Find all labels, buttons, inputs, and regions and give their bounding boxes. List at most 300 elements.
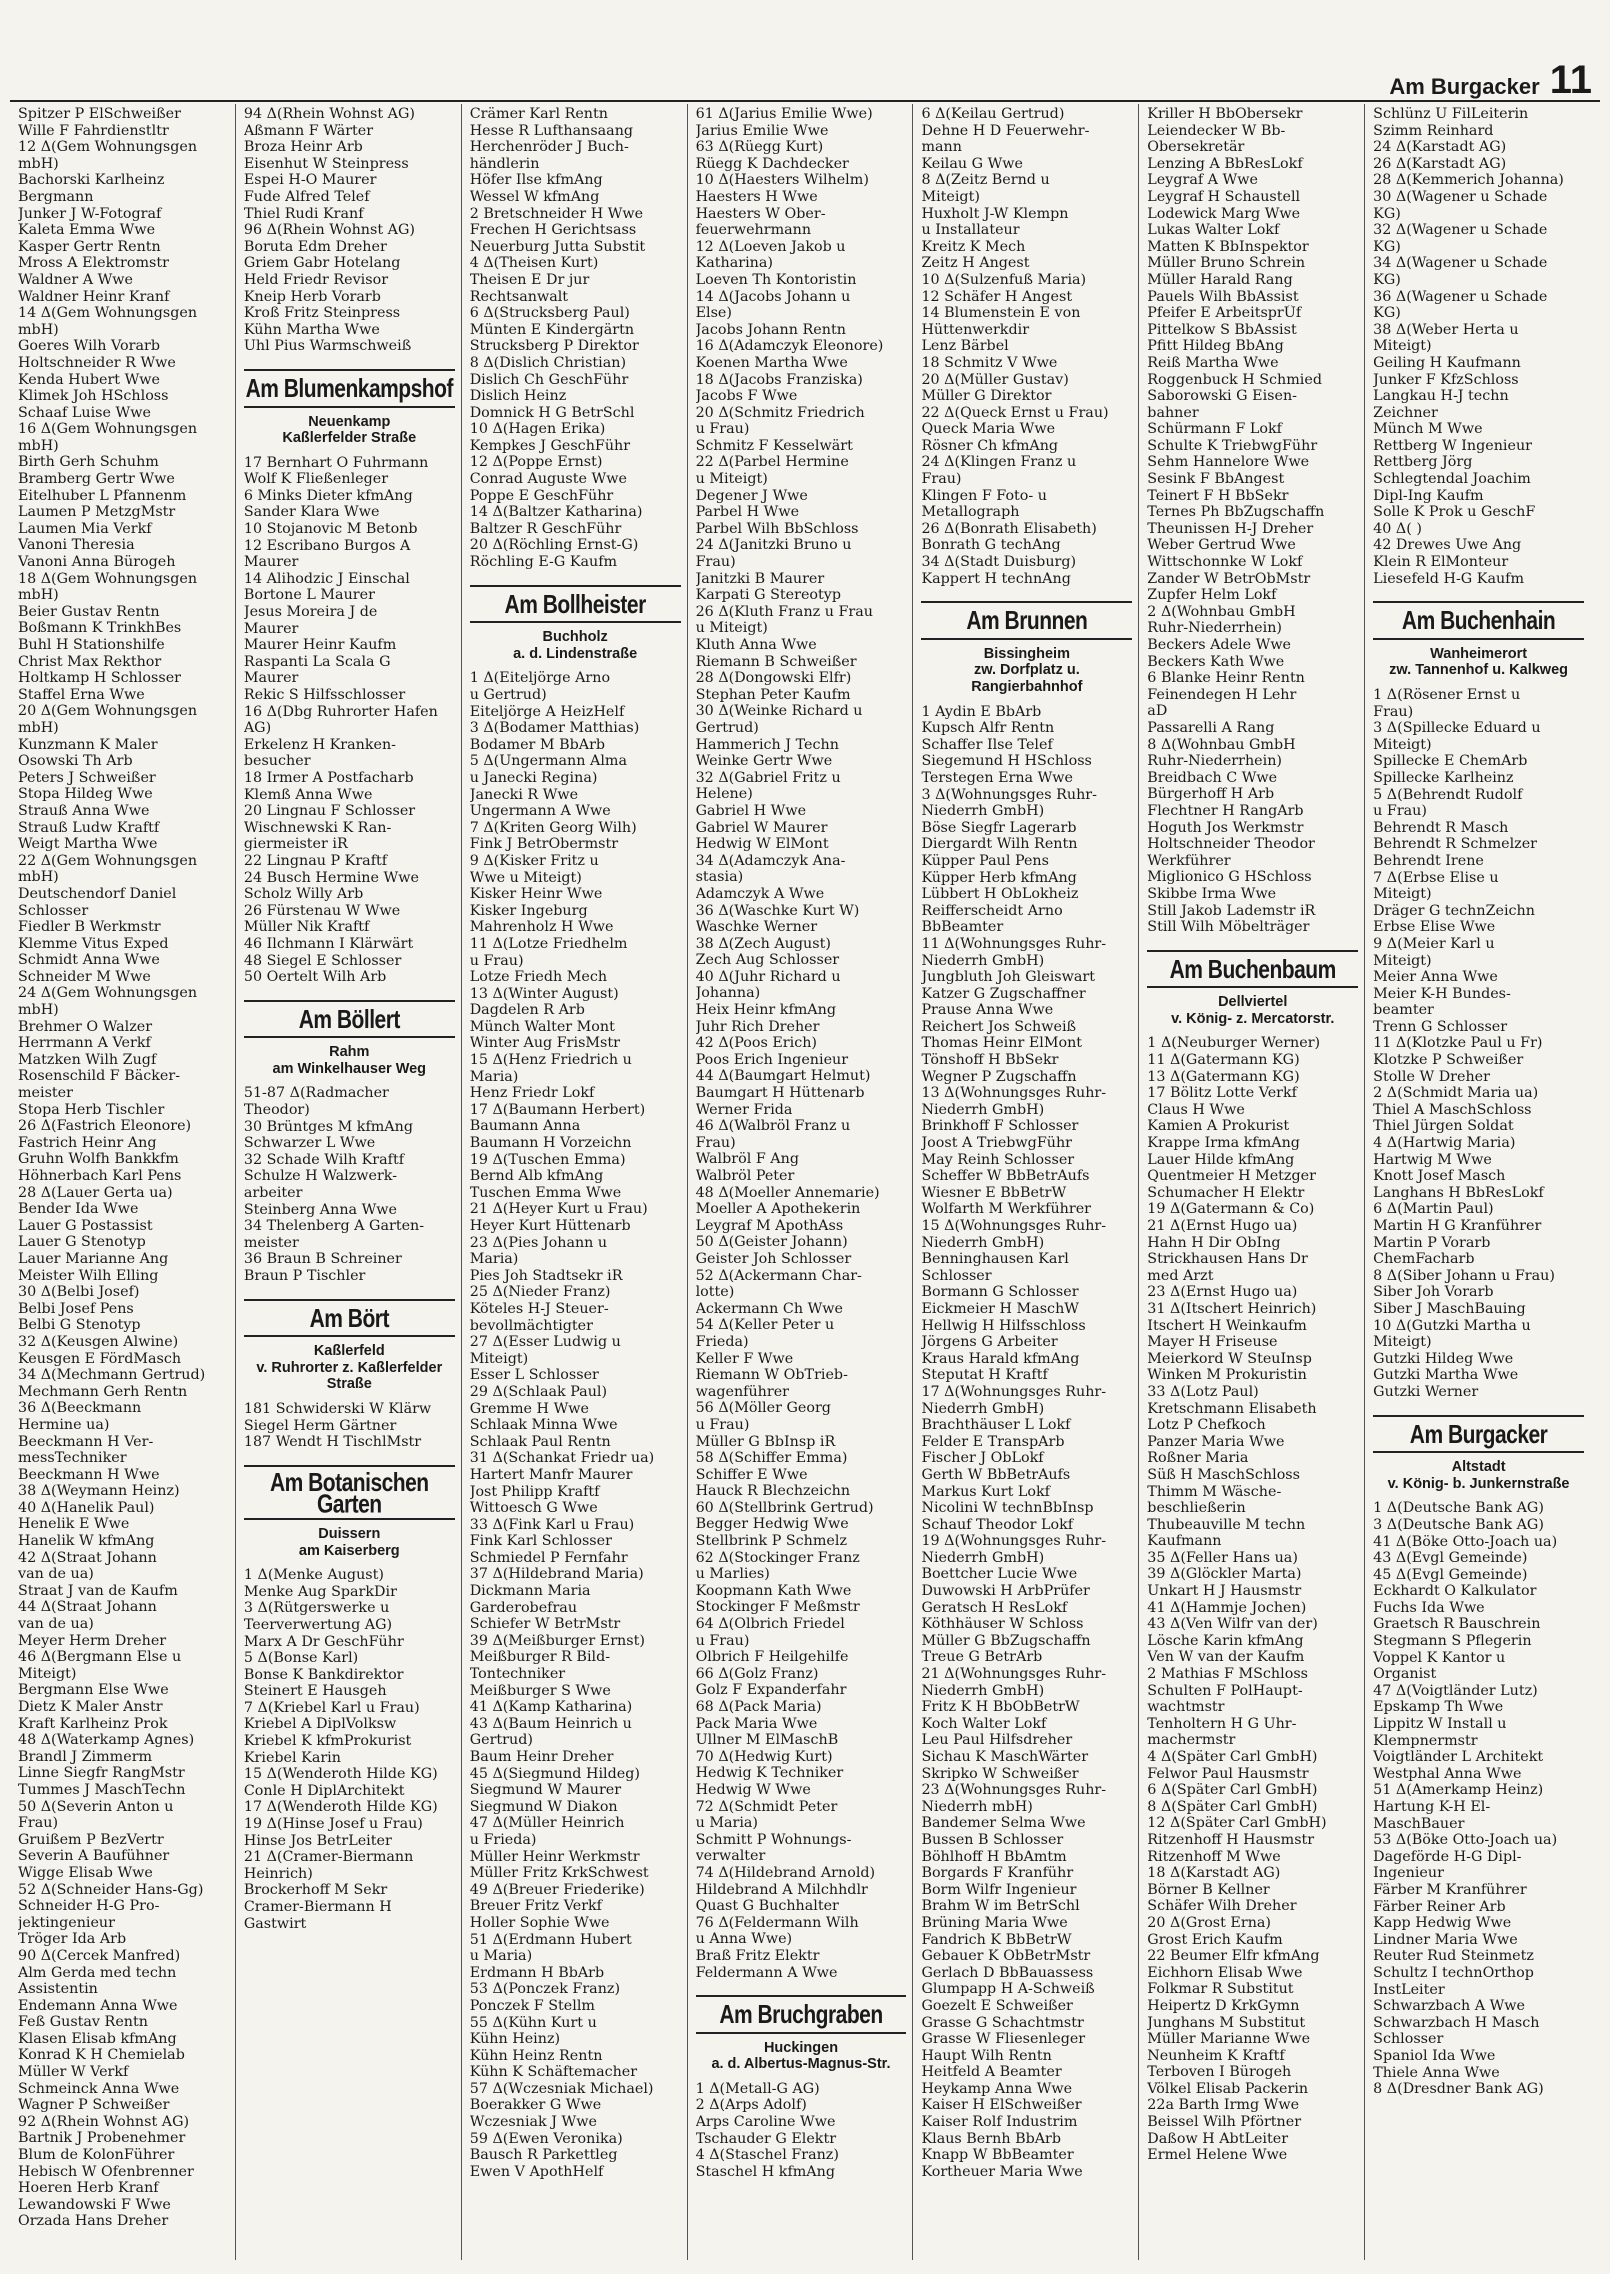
entry-line: Hermine ua) [18, 1416, 110, 1433]
entry-line: Kaiser H ElSchweißer [921, 2097, 1082, 2114]
entry-line: Köthhäuser W Schloss [921, 1616, 1084, 1633]
entry-line: Flechtner H RangArb [1147, 802, 1304, 819]
entry-line: Epskamp Th Wwe [1373, 1699, 1504, 1716]
entry-line: Itschert H Weinkaufm [1147, 1317, 1307, 1334]
entry-line: 18 Schmitz V Wwe [921, 354, 1058, 371]
entry-line: Dehne H D Feuerwehr- [921, 122, 1090, 139]
entry-line: Stopa Hildeg Wwe [18, 786, 153, 803]
entry-line: Gutzki Hildeg Wwe [1373, 1350, 1514, 1367]
entry-line: Breuer Fritz Verkf [469, 1898, 602, 1915]
entry-line: Siber J MaschBauing [1373, 1300, 1526, 1317]
entry-line: 17 Δ(Wenderoth Hilde KG) [243, 1799, 438, 1816]
entry-line: 10 Δ(Haesters Wilhelm) [695, 172, 869, 189]
entry-line: Mechmann Gerh Rentn [18, 1383, 188, 1400]
entry-line: Wegner P Zugschaffn [921, 1068, 1077, 1085]
entry-line: 21 Δ(Ernst Hugo ua) [1147, 1218, 1298, 1234]
entry-line: Dislich Heinz [469, 388, 567, 405]
entry-line: Miteigt) [1373, 736, 1432, 753]
entry-line: 41 Δ(Kamp Katharina) [469, 1699, 633, 1716]
street-section-header [1147, 950, 1358, 1028]
entry-line: messTechniker [18, 1450, 127, 1467]
entry-line: Kühn Martha Wwe [243, 321, 380, 338]
entry-line: Theodor) [243, 1102, 310, 1119]
entry-line: 44 Δ(Straat Johann [18, 1599, 157, 1616]
column-3 [462, 104, 688, 2260]
entry-line: Jost Philipp Kraftf [469, 1483, 600, 1500]
entry-line: Schäfer Wilh Dreher [1147, 1898, 1297, 1915]
entry-line: Ingenieur [1373, 1865, 1444, 1882]
entry-line: Westphal Anna Wwe [1373, 1765, 1522, 1782]
entry-line: 1 Δ(Neuburger Werner) [1147, 1035, 1321, 1052]
entry-line: Martin H G Kranführer [1373, 1218, 1542, 1234]
entry-line: Brockerhoff M Sekr [243, 1882, 388, 1899]
entry-line: 55 Δ(Kühn Kurt u [469, 2014, 597, 2031]
entry-line: Wagner P Schweißer [18, 2097, 170, 2114]
entry-line: stasia) [695, 869, 744, 886]
street-location: a. d. Albertus-Magnus-Str. [711, 2056, 891, 2073]
entry-line: 1 Δ(Rösener Ernst u [1373, 687, 1521, 703]
entry-line: 22a Barth Irmg Wwe [1147, 2097, 1300, 2114]
district-name: Wanheimerort [1373, 638, 1584, 663]
entry-line: Thomas Heinr ElMont [921, 1035, 1083, 1052]
entry-line: 6 Δ(Martin Paul) [1373, 1201, 1494, 1218]
entry-line: Kriebel K kfmProkurist [243, 1733, 412, 1750]
entry-line: 33 Δ(Fink Karl u Frau) [469, 1516, 635, 1533]
entry-line: Terboven I Bürogeh [1147, 2064, 1292, 2081]
entry-line: 24 Δ(Gem Wohnungsgen [18, 985, 198, 1002]
entry-line: Fuchs Ida Wwe [1373, 1599, 1485, 1616]
entry-line: Ermel Helene Wwe [1147, 2147, 1288, 2164]
entry-line: 54 Δ(Keller Peter u [695, 1317, 835, 1334]
entry-line: 6 Δ(Später Carl GmbH) [1147, 1782, 1318, 1799]
entry-line: Schauf Theodor Lokf [921, 1516, 1074, 1533]
entry-line: Strauß Ludw Kraftf [18, 819, 160, 836]
entry-line: u Janecki Regina) [469, 769, 598, 786]
entry-line: Dräger G technZeichn [1373, 902, 1535, 919]
entry-line: 3 Δ(Rütgerswerke u [243, 1600, 390, 1617]
entry-line: Herchenröder J Buch- [469, 139, 629, 156]
street-location: zw. Dorfplatz u. Rangierbahnhof [971, 662, 1083, 695]
entry-line: Schlosser [921, 1267, 992, 1284]
entry-line: Hebisch W Ofenbrenner [18, 2163, 194, 2180]
entry-line: Lösche Karin kfmAng [1147, 1632, 1304, 1649]
entry-line: u Frau) [695, 421, 750, 438]
entry-line: Goezelt E Schweißer [921, 1997, 1073, 2014]
entry-line: Schürmann F Lokf [1147, 421, 1282, 438]
entry-line: Keilau G Wwe [921, 155, 1023, 172]
entry-line: feuerwehrmann [695, 222, 812, 239]
entry-line: 14 Δ(Baltzer Katharina) [469, 504, 643, 521]
entry-line: 20 Δ(Röchling Ernst-G) [469, 537, 639, 554]
entry-line: Hinse Jos BetrLeiter [243, 1832, 392, 1849]
district-name: Buchholz [470, 621, 681, 646]
entry-line: Maurer [243, 620, 299, 637]
entry-line: Siber Joh Vorarb [1373, 1284, 1494, 1301]
entry-line: Gerlach D BbBauassess [921, 1964, 1094, 1981]
entry-line: 13 Δ(Gatermann KG) [1147, 1068, 1300, 1085]
entry-line: 14 Δ(Jacobs Johann u [695, 288, 851, 305]
entry-line: Sesink F BbAngest [1147, 471, 1285, 488]
entry-line: 5 Δ(Behrendt Rudolf [1373, 786, 1523, 803]
entry-line: 50 Δ(Geister Johann) [695, 1234, 848, 1251]
entry-line: mbH) [18, 587, 59, 604]
entry-line: Maurer [243, 554, 299, 571]
entry-line: Schlegtendal Joachim [1373, 471, 1531, 488]
entry-line: Straat J van de Kaufm [18, 1582, 178, 1599]
entry-line: 42 Δ(Poos Erich) [695, 1035, 817, 1052]
entry-line: Dagdelen R Arb [469, 1002, 585, 1019]
entry-line: Schaffer Ilse Telef [921, 736, 1053, 753]
entry-line: 41 Δ(Hammje Jochen) [1147, 1599, 1307, 1616]
entry-line: Frau) [921, 471, 962, 488]
entry-line: Parbel Wilh BbSchloss [695, 520, 859, 537]
entry-line: 40 Δ( ) [1373, 520, 1422, 537]
directory-columns [10, 104, 1590, 2260]
entry-line: 43 Δ(Evgl Gemeinde) [1373, 1550, 1528, 1567]
entry-line: Müller Heinr Werkmstr [469, 1848, 640, 1865]
entry-line: Eichhorn Elisab Wwe [1147, 1964, 1303, 1981]
entry-line: Dislich Ch GeschFühr [469, 371, 629, 388]
street-location: Kaßlerfelder Straße [282, 430, 417, 447]
entry-line: 2 Δ(Schmidt Maria ua) [1373, 1085, 1539, 1102]
entry-line: u Frau) [1373, 803, 1427, 820]
entry-line: Eckhardt O Kalkulator [1373, 1583, 1537, 1600]
entry-line: KG) [1373, 305, 1401, 322]
entry-line: Knapp W BbBeamter [921, 2147, 1074, 2164]
entry-line: Leygraf A Wwe [1147, 172, 1258, 189]
entry-line: Tummes J MaschTechn [18, 1781, 186, 1798]
entry-line: Hellwig H Hilfsschloss [921, 1317, 1086, 1334]
entry-line: Ternes Ph BbZugschaffn [1147, 504, 1325, 521]
entry-line: Saborowski G Eisen- [1147, 388, 1297, 405]
entry-line: 11 Δ(Wohnungsges Ruhr- [921, 935, 1107, 952]
entry-line: Brüning Maria Wwe [921, 1914, 1068, 1931]
entry-line: Schumacher H Elektr [1147, 1184, 1305, 1201]
entry-line: Geratsch H ResLokf [921, 1599, 1068, 1616]
entry-line: 1 Aydin E BbArb [921, 703, 1042, 720]
entry-line: 12 Schäfer H Angest [921, 288, 1073, 305]
entry-line: 4 Δ(Staschel Franz) [695, 2147, 839, 2164]
entry-line: Gutzki Werner [1373, 1383, 1479, 1400]
entry-line: Kriebel Karin [243, 1749, 341, 1766]
entry-line: Miteigt) [1373, 952, 1432, 969]
entry-line: Maurer [243, 670, 299, 687]
entry-line: 15 Δ(Wenderoth Hilde KG) [243, 1766, 438, 1783]
entry-line: Breidbach C Wwe [1147, 769, 1278, 786]
entry-line: Ullner M ElMaschB [695, 1732, 839, 1749]
entry-line: 51-87 Δ(Radmacher [243, 1085, 389, 1102]
entry-line: 38 Δ(Weber Herta u [1373, 321, 1519, 338]
entry-line: arbeiter [243, 1185, 303, 1202]
entry-line: 21 Δ(Wohnungsges Ruhr- [921, 1666, 1107, 1683]
entry-line: KG) [1373, 205, 1401, 222]
entry-line: Glumpapp H A-Schweiß [921, 1981, 1095, 1998]
entry-line: Siegmund W Maurer [469, 1782, 622, 1799]
entry-line: ChemFacharb [1373, 1251, 1475, 1268]
entry-line: Lübbert H ObLokheiz [921, 886, 1079, 903]
entry-line: Kupsch Alfr Rentn [921, 720, 1055, 737]
entry-line: Schmidt Anna Wwe [18, 952, 160, 969]
entry-line: 25 Δ(Nieder Franz) [469, 1284, 611, 1301]
entry-line: Klemme Vitus Exped [18, 935, 169, 952]
entry-line: 38 Δ(Zech August) [695, 935, 831, 952]
entry-line: 12 Δ(Poppe Ernst) [469, 454, 603, 471]
entry-line: 94 Δ(Rhein Wohnst AG) [243, 106, 415, 122]
entry-line: 92 Δ(Rhein Wohnst AG) [18, 2113, 190, 2130]
entry-line: Jacobs F Wwe [695, 388, 798, 405]
entry-line: Behrendt Irene [1373, 852, 1484, 869]
entry-line: Boruta Edm Dreher [243, 238, 387, 255]
district-name: Bissingheim [921, 638, 1132, 663]
entry-line: 24 Δ(Karstadt AG) [1373, 139, 1507, 156]
entry-line: Martin P Vorarb [1373, 1234, 1491, 1251]
entry-line: 51 Δ(Erdmann Hubert [469, 1931, 632, 1948]
entry-line: 42 Drewes Uwe Ang [1373, 537, 1522, 554]
entry-line: Schmeinck Anna Wwe [18, 2080, 180, 2097]
entry-line: Klotzke P Schweißer [1373, 1052, 1524, 1069]
entry-line: Jesus Moreira J de [243, 604, 378, 621]
entry-line: Belbi Josef Pens [18, 1300, 134, 1317]
entry-line: Queck Maria Wwe [921, 421, 1056, 438]
entry-line: Cramer-Biermann H [243, 1899, 392, 1915]
entry-line: Meißburger R Bild- [469, 1649, 611, 1666]
district-name: Dellviertel [1147, 986, 1358, 1011]
entry-line: Maria) [469, 1068, 519, 1085]
entry-line: 20 Δ(Schmitz Friedrich [695, 404, 865, 421]
entry-line: Hartwig M Wwe [1373, 1151, 1492, 1168]
entry-line: Boettcher Lucie Wwe [921, 1566, 1078, 1583]
entry-line: 51 Δ(Amerkamp Heinz) [1373, 1782, 1544, 1799]
entry-line: 10 Δ(Gutzki Martha u [1373, 1317, 1531, 1334]
entry-line: Haesters H Wwe [695, 188, 818, 205]
entry-line: 12 Δ(Loeven Jakob u [695, 238, 846, 255]
entry-line: Rosenschild F Bäcker- [18, 1068, 181, 1085]
entry-line: Kühn K Schäftemacher [469, 2064, 638, 2081]
entry-line: 12 Δ(Gem Wohnungsgen [18, 139, 198, 156]
entry-line: Gertrud) [695, 719, 759, 736]
entry-line: 26 Δ(Kluth Franz u Frau [695, 603, 873, 620]
entry-line: Kunzmann K Maler [18, 736, 158, 753]
entry-line: Brinkhoff F Schlosser [921, 1118, 1079, 1135]
entry-line: 22 Lingnau P Kraftf [243, 852, 388, 869]
street-name: Am Brunnen [966, 606, 1088, 636]
entry-line: 20 Δ(Grost Erna) [1147, 1914, 1272, 1931]
entry-line: Birth Gerh Schuhm [18, 454, 159, 471]
entry-line: Lotze Friedh Mech [469, 969, 608, 986]
entry-line: Gabriel W Maurer [695, 819, 828, 836]
entry-line: Terstegen Erna Wwe [921, 769, 1074, 786]
entry-line: Metallograph [921, 504, 1020, 521]
entry-line: Fritz K H BbObBetrW [921, 1699, 1080, 1716]
entry-line: Färber Reiner Arb [1373, 1898, 1506, 1915]
entry-line: 17 Bernhart O Fuhrmann [243, 454, 429, 471]
entry-line: Markus Kurt Lokf [921, 1483, 1050, 1500]
entry-line: Ruhr-Niederrhein) [1147, 753, 1282, 770]
entry-line: Niederrh GmbH) [921, 952, 1045, 969]
entry-line: Müller Harald Rang [1147, 271, 1293, 288]
entry-line: mbH) [18, 321, 59, 338]
entry-line: Feß Gustav Rentn [18, 2014, 148, 2031]
entry-line: Liesefeld H-G Kaufm [1373, 570, 1525, 587]
entry-line: 32 Δ(Gabriel Fritz u [695, 769, 841, 786]
entry-line: Schmiedel P Fernfahr [469, 1549, 628, 1566]
entry-line: 50 Δ(Severin Anton u [18, 1798, 174, 1815]
entry-line: Stephan Peter Kaufm [695, 686, 851, 703]
entry-line: Holtschneider R Wwe [18, 354, 176, 371]
entry-line: Steinert E Hausgeh [243, 1683, 387, 1700]
entry-line: Schlaak Paul Rentn [469, 1433, 611, 1450]
entry-line: 4 Δ(Theisen Kurt) [469, 255, 599, 272]
entry-line: Miteigt) [469, 1350, 529, 1367]
entry-line: May Reinh Schlosser [921, 1151, 1075, 1168]
entry-line: bevollmächtigter [469, 1317, 593, 1334]
entry-line: Kretschmann Elisabeth [1147, 1400, 1317, 1417]
entry-line: Klaus Bernh BbArb [921, 2130, 1062, 2147]
entry-line: Lauer Hilde kfmAng [1147, 1151, 1295, 1168]
entry-line: Schwarzer L Wwe [243, 1135, 376, 1152]
entry-line: Golz F Expanderfahr [695, 1682, 847, 1699]
entry-line: MaschBauer [1373, 1815, 1465, 1832]
street-location: zw. Tannenhof u. Kalkweg [1389, 662, 1568, 679]
entry-line: 56 Δ(Möller Georg [695, 1400, 831, 1417]
street-location: am Winkelhauser Weg [272, 1060, 427, 1077]
entry-line: Kappert H technAng [921, 570, 1071, 587]
entry-line: med Arzt [1147, 1267, 1214, 1284]
entry-line: Strickhausen Hans Dr [1147, 1251, 1308, 1268]
entry-line: Winter Aug FrisMstr [469, 1035, 620, 1052]
entry-line: Geiling H Kaufmann [1373, 354, 1521, 371]
entry-line: 18 Irmer A Postfacharb [243, 769, 414, 786]
entry-line: 8 Δ(Siber Johann u Frau) [1373, 1267, 1555, 1284]
entry-line: Kaleta Emma Wwe [18, 222, 156, 239]
entry-line: Niederrh GmbH) [921, 1682, 1045, 1699]
entry-line: Lauer G Stenotyp [18, 1234, 146, 1251]
entry-line: Pittelkow S BbAssist [1147, 321, 1297, 338]
entry-line: Severin A Baufühner [18, 1848, 170, 1865]
entry-line: 8 Δ(Wohnbau GmbH [1147, 736, 1296, 753]
entry-line: Ven W van der Kaufm [1147, 1649, 1305, 1666]
entry-line: 17 Δ(Wohnungsges Ruhr- [921, 1383, 1107, 1400]
entry-line: Hanelik W kfmAng [18, 1533, 155, 1550]
street-section-header [244, 1465, 455, 1559]
entry-line: 39 Δ(Meißburger Ernst) [469, 1632, 645, 1649]
entry-line: Pack Maria Wwe [695, 1715, 818, 1732]
entry-line: 19 Δ(Gatermann & Co) [1147, 1201, 1315, 1218]
district-name: Kaßlerfeld [244, 1335, 455, 1360]
entry-line: 52 Δ(Ackermann Char- [695, 1267, 862, 1284]
entry-line: Lotz P Chefkoch [1147, 1417, 1266, 1434]
entry-line: 6 Δ(Strucksberg Paul) [469, 305, 630, 322]
entry-line: 2 Bretschneider H Wwe [469, 205, 644, 222]
entry-line: Menke Aug SparkDir [243, 1583, 397, 1600]
entry-line: Schlünz U FilLeiterin [1373, 106, 1529, 122]
entry-line: Eickmeier H MaschW [921, 1300, 1079, 1317]
entry-line: 1 Δ(Metall-G AG) [695, 2080, 820, 2097]
entry-line: Gebauer K ObBetrMstr [921, 1948, 1091, 1965]
entry-line: Stellbrink P Schmelz [695, 1533, 847, 1550]
entry-line: Laumen Mia Verkf [18, 520, 152, 537]
entry-line: 16 Δ(Gem Wohnungsgen [18, 421, 198, 438]
entry-line: Baumann Anna [469, 1118, 581, 1135]
entry-line: Orzada Hans Dreher [18, 2213, 169, 2230]
entry-line: Leiendecker W Bb- [1147, 122, 1286, 139]
entry-line: Conrad Auguste Wwe [469, 471, 627, 488]
entry-line: Klasen Elisab kfmAng [18, 2030, 177, 2047]
entry-line: Marx A Dr GeschFühr [243, 1633, 404, 1650]
district-name: Altstadt [1373, 1451, 1584, 1476]
entry-line: Grasse W Fliesenleger [921, 2031, 1086, 2048]
entry-line: 14 Alihodzic J Einschal [243, 570, 410, 587]
street-section-header [244, 1000, 455, 1078]
entry-line: 20 Δ(Gem Wohnungsgen [18, 703, 198, 720]
entry-line: Köteles H-J Steuer- [469, 1300, 609, 1317]
entry-line: KG) [1373, 271, 1401, 288]
street-name: Am Bollheister [504, 590, 646, 620]
entry-line: 40 Δ(Hanelik Paul) [18, 1499, 155, 1516]
entry-line: 31 Δ(Itschert Heinrich) [1147, 1300, 1317, 1317]
entry-line: Skibbe Irma Wwe [1147, 885, 1277, 902]
district-name: Duissern [244, 1518, 455, 1543]
entry-line: Keller F Wwe [695, 1350, 794, 1367]
entry-line: Endemann Anna Wwe [18, 1997, 178, 2014]
entry-line: BbBeamter [921, 919, 1004, 936]
entry-line: 4 Δ(Hartwig Maria) [1373, 1135, 1516, 1152]
entry-line: Niederrh GmbH) [921, 1549, 1045, 1566]
entry-line: Tschauder G Elektr [695, 2130, 837, 2147]
entry-line: Niederrh GmbH) [921, 1101, 1045, 1118]
entry-line: Klemß Anna Wwe [243, 786, 373, 803]
entry-line: 31 Δ(Schankat Friedr ua) [469, 1450, 655, 1467]
entry-line: Conle H DiplArchitekt [243, 1782, 405, 1799]
entry-line: Scheffer W BbBetrAufs [921, 1168, 1090, 1185]
entry-line: 47 Δ(Voigtländer Lutz) [1373, 1682, 1538, 1699]
entry-line: Kisker Ingeburg [469, 902, 588, 919]
entry-line: Spillecke E ChemArb [1373, 753, 1528, 770]
entry-line: 3 Δ(Bodamer Matthias) [469, 720, 640, 737]
entry-line: Langhans H BbResLokf [1373, 1184, 1544, 1201]
entry-line: Karpati G Stereotyp [695, 587, 841, 604]
entry-line: Bandemer Selma Wwe [921, 1815, 1086, 1832]
entry-line: Hahn H Dir ObIng [1147, 1234, 1281, 1251]
entry-line: Rüegg K Dachdecker [695, 155, 849, 172]
entry-line: Baumgart H Hüttenarb [695, 1085, 865, 1102]
entry-line: Hartung K-H El- [1373, 1799, 1491, 1815]
entry-line: Knott Josef Masch [1373, 1168, 1506, 1185]
entry-line: Lenzing A BbResLokf [1147, 155, 1303, 172]
entry-line: Kühn Heinz) [469, 2031, 561, 2048]
entry-line: Völkel Elisab Packerin [1147, 2080, 1309, 2097]
entry-line: Kapp Hedwig Wwe [1373, 1915, 1512, 1932]
entry-line: Degener J Wwe [695, 487, 808, 504]
entry-line: 53 Δ(Ponczek Franz) [469, 1981, 621, 1998]
entry-line: Parbel H Wwe [695, 504, 800, 521]
running-head-street: Am Burgacker [1389, 74, 1540, 99]
entry-line: Zupfer Helm Lokf [1147, 587, 1277, 604]
entry-line: Boerakker G Wwe [469, 2097, 602, 2114]
entry-line: Borm Wilfr Ingenieur [921, 1881, 1077, 1898]
entry-line: 7 Δ(Kriebel Karl u Frau) [243, 1699, 420, 1716]
entry-line: aD [1147, 703, 1168, 720]
entry-line: Thubeauville M techn [1147, 1516, 1306, 1533]
entry-line: meister [18, 1085, 73, 1102]
entry-line: 5 Δ(Bonse Karl) [243, 1650, 359, 1667]
entry-line: u Anna Wwe) [695, 1931, 793, 1948]
column-1 [10, 104, 236, 2260]
entry-line: Wischnewski K Ran- [243, 819, 392, 836]
entry-line: Osowski Th Arb [18, 753, 133, 770]
entry-line: Sander Klara Wwe [243, 504, 380, 521]
entry-line: Wigge Elisab Wwe [18, 1864, 153, 1881]
